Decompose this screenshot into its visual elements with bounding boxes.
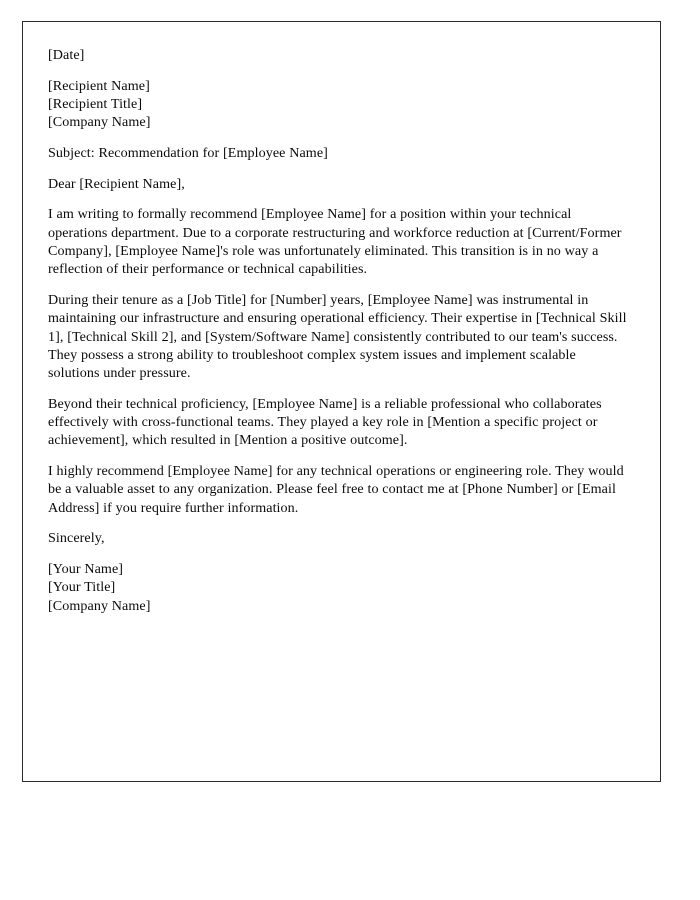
recipient-title-line: [Recipient Title]	[48, 95, 143, 112]
letter-content	[48, 46, 630, 615]
date-line-block	[48, 46, 630, 64]
paragraph-text: I am writing to formally recommend [Employee Name] for a position within your technical operations department. Due to a corporate restructuring and workforce reduction at [Current/Former Company], [Employee Name]'s role was unfortunately eliminated. This transition is in no way a reflection of their performance or technical capabilities.	[48, 206, 622, 278]
date-line: [Date]	[48, 47, 85, 63]
signer-name-line: [Your Name]	[48, 561, 124, 578]
body-paragraph-2	[48, 291, 630, 382]
recipient-name-line: [Recipient Name]	[48, 77, 150, 94]
body-paragraph-1	[48, 205, 630, 278]
letter-page-border	[22, 21, 661, 782]
body-paragraph-3	[48, 395, 630, 450]
recipient-address-block	[48, 77, 630, 132]
salutation-line: Dear [Recipient Name],	[48, 175, 185, 192]
body-paragraph-4	[48, 462, 630, 517]
paragraph-text: During their tenure as a [Job Title] for [Number] years, [Employee Name] was instrumental in maintaining our infrastructure and ensuring operational efficiency. Their expertise in [Technical Skill 1], [Technical Skill 2], and [System/Software Name] consistently contributed to our team's success. They possess a strong ability to troubleshoot complex system issues and implement scalable solutions under pressure.	[48, 291, 627, 382]
signer-title-line: [Your Title]	[48, 579, 116, 596]
subject-line: Subject: Recommendation for [Employee Name]	[48, 144, 328, 161]
salutation-block	[48, 175, 630, 193]
signature-block	[48, 560, 630, 615]
recipient-company-line: [Company Name]	[48, 114, 151, 131]
paragraph-text: I highly recommend [Employee Name] for any technical operations or engineering role. They would be a valuable asset to any organization. Please feel free to contact me at [Phone Number] or [Email Address] if you require further information.	[48, 463, 624, 516]
subject-line-block	[48, 144, 630, 162]
signer-company-line: [Company Name]	[48, 597, 151, 614]
closing-line: Sincerely,	[48, 530, 105, 547]
paragraph-text: Beyond their technical proficiency, [Employee Name] is a reliable professional who collaborates effectively with cross-functional teams. They played a key role in [Mention a specific project or achievement], which resulted in [Mention a positive outcome].	[48, 395, 602, 449]
closing-block	[48, 529, 630, 547]
